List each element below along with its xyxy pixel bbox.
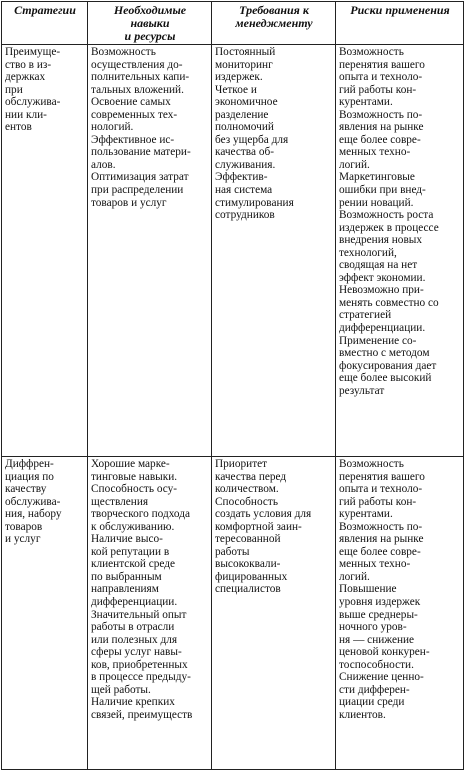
strategy-table <box>1 1 464 770</box>
text-line: алов. <box>91 158 116 171</box>
text-line: технологий, <box>339 246 397 259</box>
text-line: мониторинг <box>215 58 273 71</box>
text-line: по выбранным <box>91 570 162 583</box>
text-line: ентов <box>5 121 32 134</box>
text-line: Четкое и <box>215 83 257 96</box>
text-line: осуществления до- <box>91 58 183 71</box>
text-line: тересованной <box>215 533 281 546</box>
text-line: менных техно- <box>339 558 411 571</box>
text-line: Эффектив- <box>215 171 268 184</box>
text-line: клиентской среде <box>91 558 176 571</box>
text-line: экономичное <box>215 96 278 109</box>
text-line: Невозможно при- <box>339 284 424 297</box>
text-line: и ресурсы <box>124 29 176 43</box>
cell-skills <box>88 457 212 770</box>
text-line: стратегией <box>339 309 392 322</box>
text-line: Постоянный <box>215 46 276 58</box>
text-line: Приоритет <box>215 458 268 470</box>
cell-management <box>212 457 336 770</box>
text-line: выше среднеры- <box>339 608 418 621</box>
text-line: комфортной заин- <box>215 520 302 533</box>
cell-risks <box>336 457 464 770</box>
text-line: клиентов. <box>339 708 386 721</box>
header-strategies <box>2 2 88 45</box>
text-line: обслужива- <box>5 96 61 109</box>
cell-risks <box>336 45 464 457</box>
text-line: Диффрен- <box>5 458 54 470</box>
text-line: Преимуще- <box>5 46 61 58</box>
text-line: Возможность <box>339 458 404 470</box>
text-line: ния, набору <box>5 508 62 521</box>
text-line: высококвали- <box>215 558 281 571</box>
text-line: качества перед <box>215 470 287 483</box>
text-line: ществления <box>91 495 149 508</box>
text-line: ная система <box>215 184 273 197</box>
text-line: держках <box>5 71 46 84</box>
text-line: уровня издержек <box>339 596 421 609</box>
text-line: связей, преимуществ <box>91 708 193 721</box>
text-line: сводящая на нет <box>339 259 418 272</box>
text-line: или полезных для <box>91 633 178 646</box>
text-line: Возможность <box>339 46 404 58</box>
text-line: Возможность по- <box>339 520 423 533</box>
text-line: сотрудников <box>215 209 275 222</box>
cell-skills <box>88 45 212 457</box>
text-line: перенятия вашего <box>339 470 425 483</box>
text-line: тинговые навыки. <box>91 470 178 483</box>
text-line: Наличие крепких <box>91 696 175 709</box>
text-line: фокусирования дает <box>339 359 437 372</box>
text-line: ночного уров- <box>339 621 407 634</box>
text-line: нологий. <box>91 121 134 134</box>
text-line: курентами. <box>339 96 393 109</box>
text-line: навыки <box>130 16 170 30</box>
cell-strategy <box>2 457 88 770</box>
text-line: Значительный опыт <box>91 608 187 621</box>
text-line: обслужива- <box>5 495 61 508</box>
text-line: циации среди <box>339 696 405 709</box>
text-line: современных тех- <box>91 108 178 121</box>
text-line: издержек в процессе <box>339 221 439 234</box>
text-line: Наличие высо- <box>91 533 163 546</box>
text-line: внедрения новых <box>339 234 423 247</box>
text-line: опыта и техноло- <box>339 71 423 84</box>
text-line: качества об- <box>215 146 274 159</box>
text-line: Снижение ценно- <box>339 671 424 684</box>
text-line: издержек. <box>215 71 263 84</box>
text-line: пользование матери- <box>91 146 191 159</box>
header-row <box>2 2 464 45</box>
table-row <box>2 457 464 770</box>
text-line: опыта и техноло- <box>339 483 423 496</box>
text-line: Маркетинговые <box>339 171 415 184</box>
text-line: Возможность <box>91 46 156 58</box>
text-line: Требования к <box>239 3 309 17</box>
text-line: Эффективное ис- <box>91 133 175 146</box>
text-line: разделение <box>215 108 269 121</box>
text-line: явления на рынке <box>339 121 424 134</box>
text-line: еще более высокий <box>339 372 432 385</box>
text-line: результат <box>339 384 385 397</box>
text-line: работы в отрасли <box>91 621 175 634</box>
text-line: качеству <box>5 483 47 496</box>
text-line: гий работы кон- <box>339 83 417 96</box>
text-line: полнительных капи- <box>91 71 190 84</box>
text-line: кой репутации в <box>91 545 170 558</box>
text-line: циация по <box>5 470 54 483</box>
text-line: нии кли- <box>5 108 47 121</box>
text-line: Возможность по- <box>339 108 423 121</box>
text-line: при распределении <box>91 184 184 197</box>
text-line: рении новаций. <box>339 196 414 209</box>
text-line: направлениям <box>91 583 159 596</box>
cell-management <box>212 45 336 457</box>
text-line: Хорошие марке- <box>91 458 170 470</box>
text-line: вместно с методом <box>339 347 430 360</box>
text-line: Возможность роста <box>339 209 434 222</box>
text-line: без ущерба для <box>215 133 289 146</box>
text-line: тоспособности. <box>339 658 414 671</box>
header-management-requirements <box>212 2 336 45</box>
text-line: менеджменту <box>235 16 313 30</box>
text-line: в процессе предыду- <box>91 671 191 684</box>
text-line: менных техно- <box>339 146 411 159</box>
text-line: количеством. <box>215 483 279 496</box>
text-line: еще более совре- <box>339 133 421 146</box>
text-line: работы <box>215 545 250 558</box>
text-line: логий. <box>339 570 370 583</box>
text-line: Риски применения <box>350 3 450 17</box>
header-skills-resources <box>88 2 212 45</box>
text-line: гий работы кон- <box>339 495 417 508</box>
text-line: и услуг <box>5 533 41 546</box>
text-line: Оптимизация затрат <box>91 171 189 184</box>
text-line: дифференциации. <box>339 322 426 335</box>
text-line: Необходимые <box>113 3 187 17</box>
text-line: фицированных <box>215 570 288 583</box>
text-line: тальных вложений. <box>91 83 184 96</box>
text-line: ня — снижение <box>339 633 415 646</box>
text-line: создать условия для <box>215 508 312 521</box>
text-line: Повышение <box>339 583 397 596</box>
text-line: ков, приобретенных <box>91 658 188 671</box>
text-line: сти дифферен- <box>339 683 410 696</box>
cell-strategy <box>2 45 88 457</box>
text-line: ошибки при внед- <box>339 184 426 197</box>
text-line: творческого подхода <box>91 508 191 521</box>
text-line: эффект экономии. <box>339 271 426 284</box>
text-line: ценовой конкурен- <box>339 646 430 659</box>
text-line: еще более совре- <box>339 545 421 558</box>
text-line: логий. <box>339 158 370 171</box>
text-line: перенятия вашего <box>339 58 425 71</box>
text-line: курентами. <box>339 508 393 521</box>
header-application-risks <box>336 2 464 45</box>
text-line: дифференциации. <box>91 596 178 609</box>
text-line: товаров и услуг <box>91 196 167 209</box>
text-line: ство в из- <box>5 58 52 71</box>
table-row <box>2 45 464 457</box>
text-line: менять совместно со <box>339 296 439 309</box>
text-line: стимулирования <box>215 196 294 209</box>
text-line: Освоение самых <box>91 96 171 109</box>
text-line: полномочий <box>215 121 274 134</box>
text-line: Стратегии <box>14 3 76 17</box>
text-line: товаров <box>5 520 43 533</box>
text-line: при <box>5 83 23 96</box>
text-line: сферы услуг навы- <box>91 646 182 659</box>
text-line: специалистов <box>215 583 281 596</box>
text-line: Применение со- <box>339 334 417 347</box>
text-line: к обслуживанию. <box>91 520 175 533</box>
text-line: служивания. <box>215 158 276 171</box>
text-line: Способность <box>215 495 278 508</box>
text-line: щей работы. <box>91 683 151 696</box>
text-line: Способность осу- <box>91 483 178 496</box>
text-line: явления на рынке <box>339 533 424 546</box>
